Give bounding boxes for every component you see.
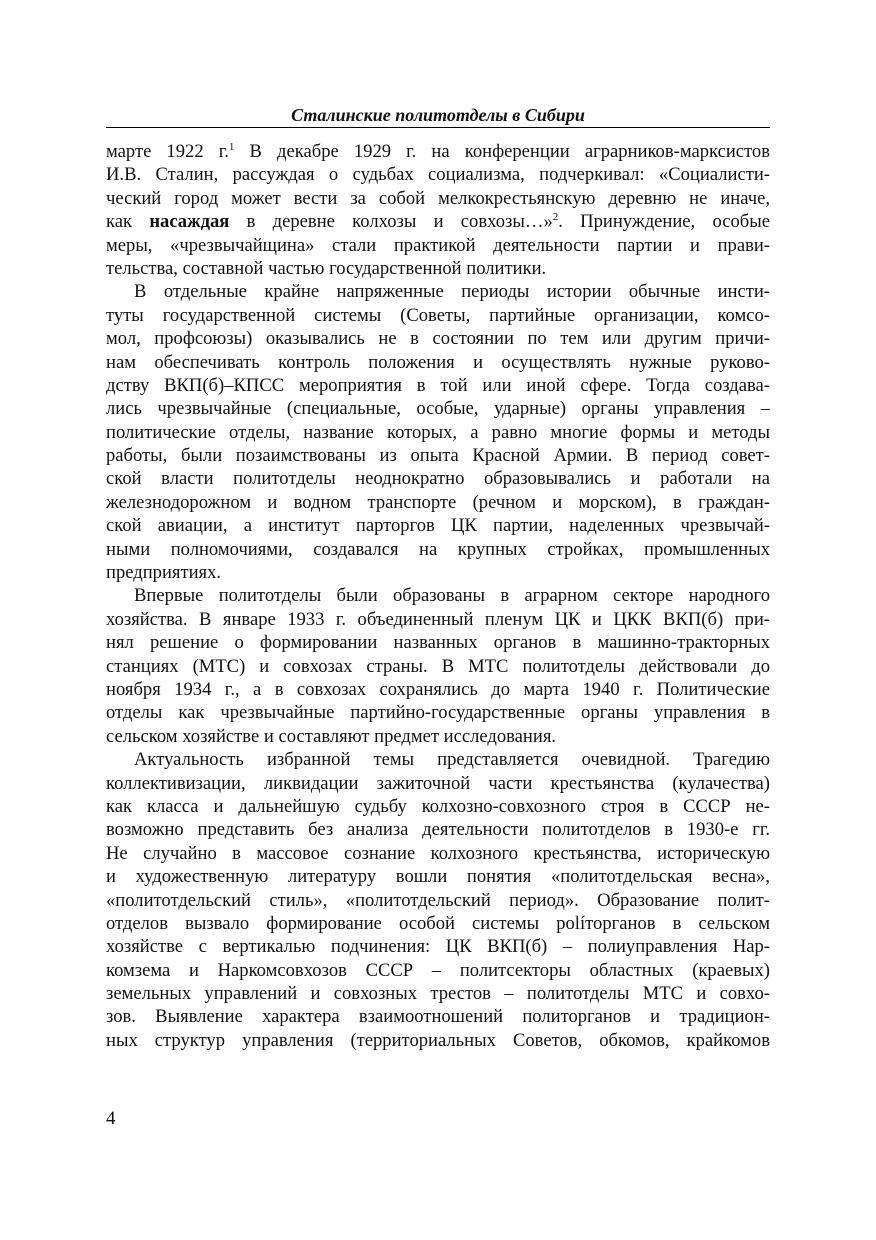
text-line: хозяйства. В январе 1933 г. объединенный пленум ЦК и ЦКК ВКП(б) при- xyxy=(106,608,770,630)
text-line: станциях (МТС) и совхозах страны. В МТС политотделы действовали до xyxy=(106,655,770,677)
text-line: нам обеспечивать контроль положения и осуществлять нужные руково- xyxy=(106,351,770,373)
text-line: «политотдельский стиль», «политотдельский период». Образование полит- xyxy=(106,889,770,911)
text-line: и художественную литературу вошли понятия «политотдельская весна», xyxy=(106,866,770,888)
text-line: предприятиях. xyxy=(106,562,222,584)
text-line: В отдельные крайне напряженные периоды истории обычные инсти- xyxy=(134,281,770,303)
text-line: ческий город может вести за собой мелкокрестьянскую деревню не иначе, xyxy=(106,187,770,209)
text-line: как класса и дальнейшую судьбу колхозно-совхозного строя в СССР не- xyxy=(106,795,770,817)
text-line: как насаждая в деревне колхозы и совхозы…»$^2$. Принуждение, особые xyxy=(106,210,770,233)
text-line: ноября 1934 г., а в совхозах сохранялись до марта 1940 г. Политические xyxy=(106,678,770,700)
text-line: ской власти политотделы неоднократно образовывались и работали на xyxy=(106,468,770,490)
text-line: нял решение о формировании названных органов в машинно-тракторных xyxy=(106,632,770,654)
text-line: ными полномочиями, создавался на крупных стройках, промышленных xyxy=(106,538,770,560)
text-line: мол, профсоюзы) оказывались не в состоянии по тем или другим причи- xyxy=(106,328,770,350)
text-line: сельском хозяйстве и составляют предмет исследования. xyxy=(106,725,557,747)
text-line: комзема и Наркомсовхозов СССР – политсекторы областных (краевых) xyxy=(106,959,770,981)
text-line: земельных управлений и совхозных трестов – политотделы МТС и совхо- xyxy=(106,983,770,1005)
text-line: Актуальность избранной темы представляется очевидной. Трагедию xyxy=(134,749,770,771)
text-line: хозяйстве с вертикалью подчинения: ЦК ВКП(б) – полиуправления Нар- xyxy=(106,936,770,958)
text-line: возможно представить без анализа деятельности политотделов в 1930-е гг. xyxy=(106,819,770,841)
text-line: коллективизации, ликвидации зажиточной части крестьянства (кулачества) xyxy=(106,772,770,794)
body-text xyxy=(106,140,770,1052)
text-line: лись чрезвычайные (специальные, особые, ударные) органы управления – xyxy=(106,398,770,420)
running-header: Сталинские политотделы в Сибири xyxy=(106,104,770,128)
text-line: тельства, составной частью государственной политики. xyxy=(106,257,547,279)
text-line: ных структур управления (территориальных Советов, обкомов, крайкомов xyxy=(106,1029,770,1051)
footnote-marker[interactable]: 1 xyxy=(228,140,235,153)
text-line: отделы как чрезвычайные партийно-государственные органы управления в xyxy=(106,702,770,724)
text-line: И.В. Сталин, рассуждая о судьбах социализма, подчеркивал: «Социалисти- xyxy=(106,164,770,186)
text-line: марте 1922 г.$^1$ В декабре 1929 г. на конференции аграрников-марксистов xyxy=(106,140,770,162)
text-line: политические отделы, название которых, а равно многие формы и методы xyxy=(106,421,770,443)
text-line: ской авиации, а институт парторгов ЦК партии, наделенных чрезвычай- xyxy=(106,515,770,537)
text-line: туты государственной системы (Советы, партийные организации, комсо- xyxy=(106,304,770,326)
text-line: работы, были позаимствованы из опыта Красной Армии. В период совет- xyxy=(106,445,770,467)
text-line: меры, «чрезвычайщина» стали практикой деятельности партии и прави- xyxy=(106,234,770,256)
text-line: железнодорожном и водном транспорте (речном и морском), в граждан- xyxy=(106,491,770,513)
footnote-marker[interactable]: 2 xyxy=(552,210,559,223)
emphasis: насаждая xyxy=(149,211,230,233)
text-line: отделов вызвало формирование особой системы políторганов в сельском xyxy=(106,912,770,934)
text-line: Впервые политотделы были образованы в аграрном секторе народного xyxy=(134,585,770,607)
page-number: 4 xyxy=(106,1108,116,1129)
text-line: Не случайно в массовое сознание колхозного крестьянства, историческую xyxy=(106,842,770,864)
text-line: дству ВКП(б)–КПСС мероприятия в той или иной сфере. Тогда создава- xyxy=(106,374,770,396)
text-line: зов. Выявление характера взаимоотношений политорганов и традицион- xyxy=(106,1006,770,1028)
